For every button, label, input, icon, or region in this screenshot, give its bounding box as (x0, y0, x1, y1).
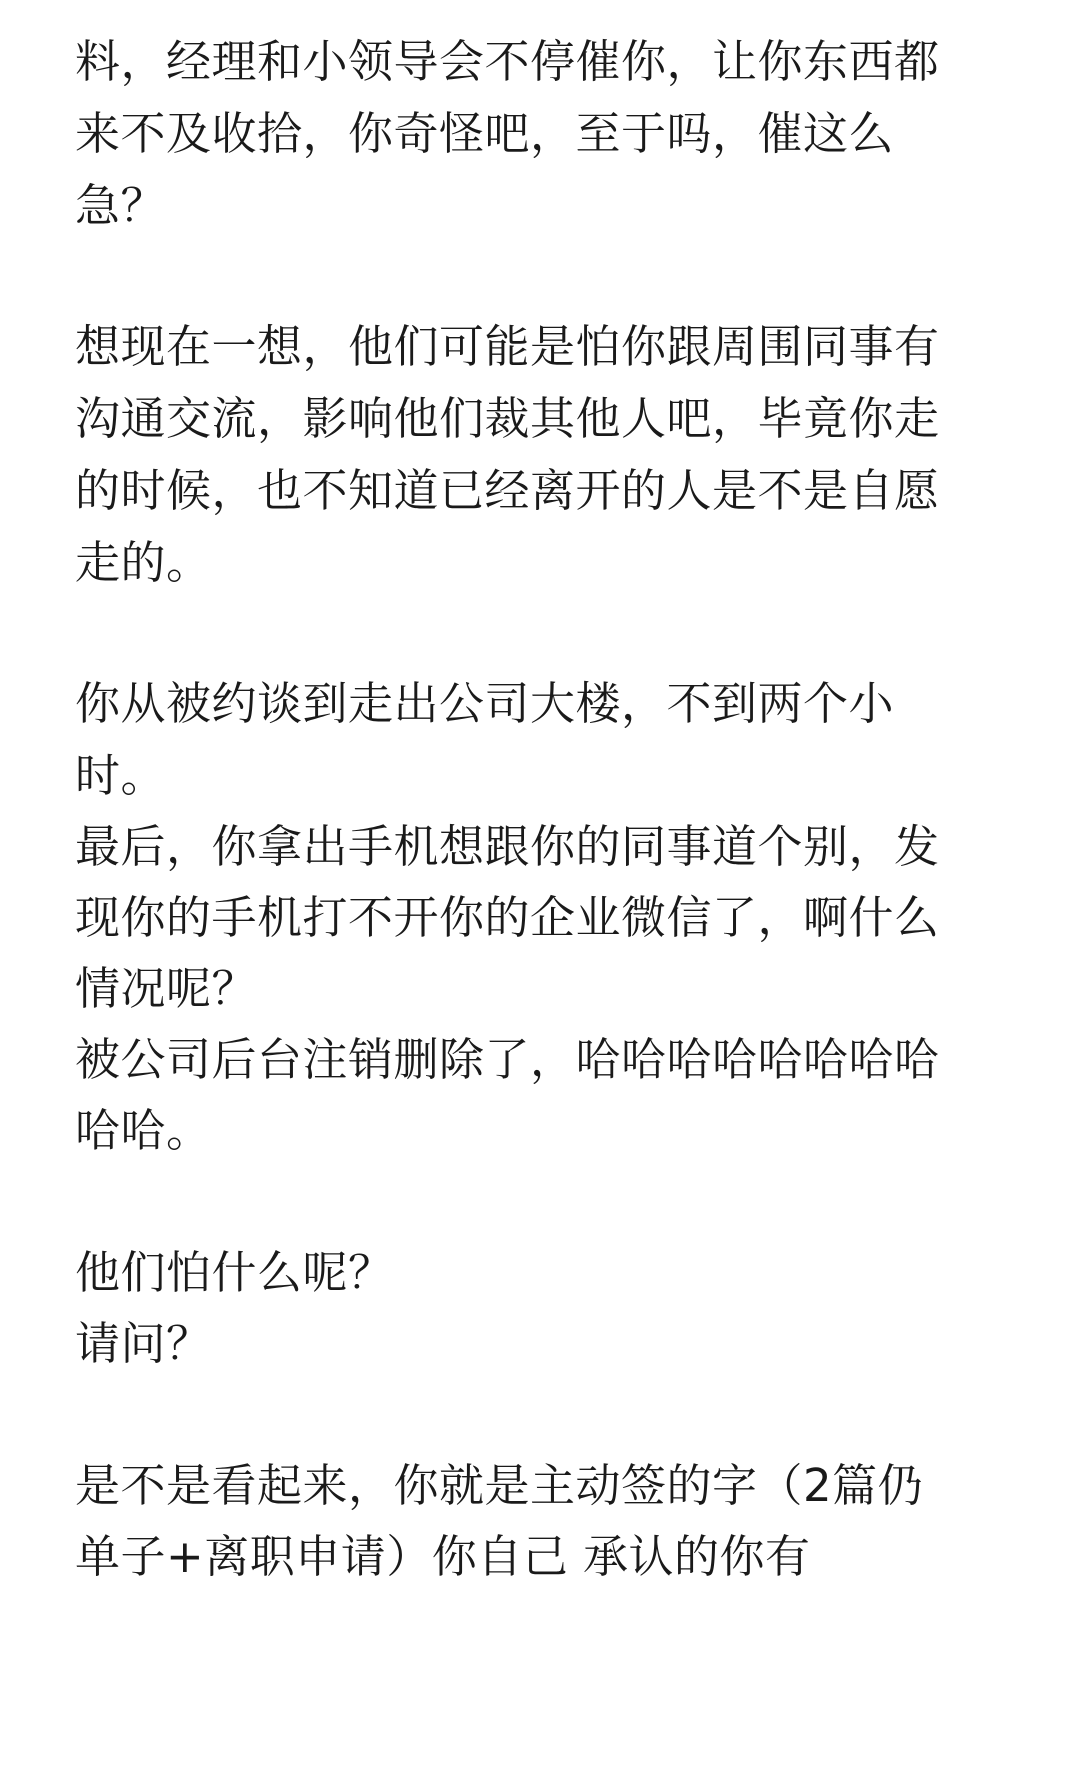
text-line: 最后，你拿出手机想跟你的同事道个别，发 (75, 820, 940, 873)
text-line: 来不及收拾，你奇怪吧，至于吗，催这么 (75, 107, 895, 160)
text-line: 单子+离职申请）你自己 承认的你有 (75, 1530, 811, 1583)
text-line: 急？ (75, 179, 167, 232)
text-line: 你从被约谈到走出公司大楼，不到两个小 (75, 677, 895, 730)
text-line: 想现在一想，他们可能是怕你跟周围同事有 (75, 320, 940, 373)
text-line: 哈哈。 (75, 1104, 212, 1157)
text-line: 他们怕什么呢？ (75, 1246, 394, 1299)
text-line: 料，经理和小领导会不停催你，让你东西都 (75, 35, 940, 88)
text-line: 被公司后台注销删除了，哈哈哈哈哈哈哈哈 (75, 1033, 940, 1086)
text-line: 时。 (75, 749, 167, 802)
text-line: 情况呢？ (75, 962, 258, 1015)
text-line: 是不是看起来，你就是主动签的字（2篇仍 (75, 1459, 924, 1512)
text-line: 沟通交流，影响他们裁其他人吧，毕竟你走 (75, 392, 940, 445)
text-line: 现你的手机打不开你的企业微信了，啊什么 (75, 891, 940, 944)
text-line: 走的。 (75, 536, 212, 589)
text-line: 请问？ (75, 1317, 212, 1370)
watermark-fade (790, 1655, 1080, 1785)
text-line: 的时候，也不知道已经离开的人是不是自愿 (75, 464, 940, 517)
